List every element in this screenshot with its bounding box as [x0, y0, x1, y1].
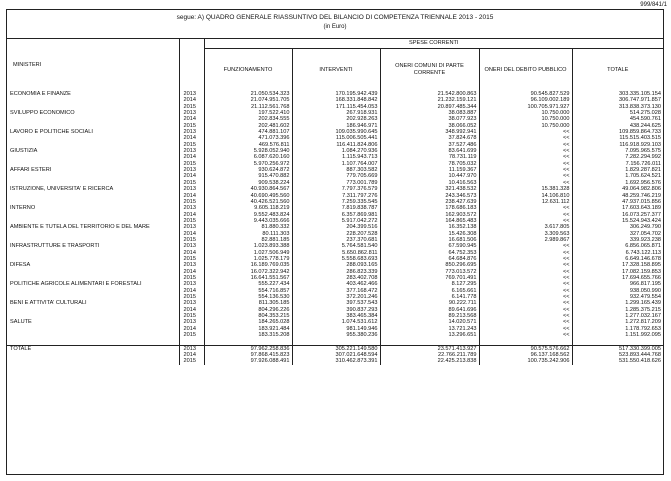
oneri-comuni-cell: 37.527.486	[380, 142, 479, 148]
funzionamento-cell: 184.265.028	[204, 319, 292, 325]
year-cell: 2014	[179, 288, 204, 294]
interventi-cell: 377.168.472	[292, 288, 380, 294]
year-cell: 2013	[179, 319, 204, 325]
oneri-comuni-cell: 6.141.778	[380, 294, 479, 300]
oneri-comuni-cell: 22.425.213.838	[380, 358, 479, 364]
oneri-comuni-cell: 10.447.970	[380, 173, 479, 179]
year-cell: 2014	[179, 154, 204, 160]
oneri-comuni-cell: 89.213.568	[380, 313, 479, 319]
oneri-debito-cell: <<	[479, 294, 572, 300]
funzionamento-cell: 9.552.483.824	[204, 212, 292, 218]
year-cell: 2014	[179, 269, 204, 275]
funzionamento-cell: 554.136.530	[204, 294, 292, 300]
funzionamento-header: FUNZIONAMENTO	[204, 49, 292, 92]
oneri-debito-cell: 15.381.328	[479, 186, 572, 192]
totale-cell: 16.073.257.377	[572, 212, 663, 218]
year-cell: 2015	[179, 180, 204, 186]
summary-table	[7, 38, 663, 365]
interventi-cell: 7.259.335.545	[292, 199, 380, 205]
totale-cell: 327.054.702	[572, 231, 663, 237]
spacer-cell	[179, 338, 204, 345]
oneri-comuni-cell: 23.571.413.927	[380, 345, 479, 352]
oneri-comuni-cell: 64.752.353	[380, 250, 479, 256]
oneri-comuni-cell: 850.296.695	[380, 262, 479, 268]
ministry-name: LAVORO E POLITICHE SOCIALI	[10, 129, 93, 136]
funzionamento-cell: 471.073.396	[204, 135, 292, 141]
oneri-comuni-cell: 8.127.295	[380, 281, 479, 287]
totale-cell: 1.178.792.653	[572, 326, 663, 332]
interventi-cell: 372.201.246	[292, 294, 380, 300]
oneri-debito-cell: <<	[479, 243, 572, 249]
spacer-row	[7, 338, 663, 345]
ministry-name: TOTALE	[7, 345, 179, 365]
interventi-cell: 310.462.873.391	[292, 358, 380, 364]
interventi-cell: 7.797.376.579	[292, 186, 380, 192]
year-cell: 2015	[179, 275, 204, 281]
oneri-debito-cell: 10.750.000	[479, 110, 572, 116]
oneri-debito-cell: <<	[479, 167, 572, 173]
oneri-comuni-cell: 89.641.696	[380, 307, 479, 313]
totale-cell: 1.692.956.576	[572, 180, 663, 186]
funzionamento-cell: 183.921.484	[204, 326, 292, 332]
oneri-debito-cell: 14.106.810	[479, 193, 572, 199]
year-cell: 2015	[179, 237, 204, 243]
oneri-debito-cell: <<	[479, 180, 572, 186]
spacer-cell	[572, 338, 663, 345]
interventi-cell: 170.195.942.439	[292, 91, 380, 97]
oneri-comuni-cell: 38.083.887	[380, 110, 479, 116]
totale-cell: 17.082.159.853	[572, 269, 663, 275]
oneri-comuni-cell: 11.159.367	[380, 167, 479, 173]
funzionamento-cell: 915.470.882	[204, 173, 292, 179]
funzionamento-cell: 555.227.434	[204, 281, 292, 287]
ministry-name: AFFARI ESTERI	[10, 167, 52, 174]
oneri-debito-cell: <<	[479, 313, 572, 319]
ministry-name: SVILUPPO ECONOMICO	[10, 110, 75, 117]
year-cell: 2015	[179, 256, 204, 262]
totale-cell: 523.893.444.768	[572, 352, 663, 358]
oneri-comuni-cell: 16.352.138	[380, 224, 479, 230]
oneri-comuni-cell: 164.865.483	[380, 218, 479, 224]
year-header-blank	[179, 38, 204, 91]
totale-cell: 17.694.655.766	[572, 275, 663, 281]
interventi-cell: 168.331.848.842	[292, 97, 380, 103]
oneri-comuni-cell: 37.824.678	[380, 135, 479, 141]
totale-cell: 6.743.122.113	[572, 250, 663, 256]
totale-cell: 7.095.965.575	[572, 148, 663, 154]
ministeri-header: MINISTERI	[13, 61, 42, 68]
interventi-cell: 5.650.862.811	[292, 250, 380, 256]
funzionamento-cell: 554.716.857	[204, 288, 292, 294]
interventi-cell: 5.558.683.693	[292, 256, 380, 262]
oneri-comuni-cell: 22.766.211.789	[380, 352, 479, 358]
ministry-name: SALUTE	[10, 319, 32, 326]
ministry-name: POLITICHE AGRICOLE ALIMENTARI E FORESTALI	[10, 281, 142, 288]
funzionamento-cell: 1.023.893.388	[204, 243, 292, 249]
totale-cell: 15.524.943.424	[572, 218, 663, 224]
funzionamento-cell: 5.928.052.940	[204, 148, 292, 154]
oneri-comuni-cell: 243.346.573	[380, 193, 479, 199]
oneri-debito-cell: <<	[479, 326, 572, 332]
oneri-comuni-cell: 13.721.243	[380, 326, 479, 332]
funzionamento-cell: 16.072.322.942	[204, 269, 292, 275]
funzionamento-cell: 804.296.226	[204, 307, 292, 313]
interventi-cell: 7.311.797.276	[292, 193, 380, 199]
interventi-cell: 171.115.454.053	[292, 104, 380, 110]
oneri-debito-cell: 100.705.971.927	[479, 104, 572, 110]
funzionamento-cell: 5.970.256.972	[204, 161, 292, 167]
interventi-cell: 267.918.931	[292, 110, 380, 116]
oneri-comuni-cell: 90.222.711	[380, 300, 479, 306]
oneri-comuni-cell: 78.731.119	[380, 154, 479, 160]
totale-cell: 932.479.554	[572, 294, 663, 300]
totale-cell: 531.550.418.626	[572, 358, 663, 364]
year-cell: 2013	[179, 129, 204, 135]
funzionamento-cell: 40.426.521.560	[204, 199, 292, 205]
year-cell: 2013	[179, 281, 204, 287]
oneri-debito-cell: <<	[479, 307, 572, 313]
funzionamento-cell: 930.624.872	[204, 167, 292, 173]
totale-cell: 115.515.403.515	[572, 135, 663, 141]
interventi-cell: 779.705.669	[292, 173, 380, 179]
year-cell: 2013	[179, 243, 204, 249]
interventi-cell: 955.380.236	[292, 332, 380, 338]
ministry-name: GIUSTIZIA	[10, 148, 38, 155]
oneri-debito-cell: 2.989.867	[479, 237, 572, 243]
page-code: 999/841/1	[640, 2, 667, 8]
totale-cell: 306.747.971.857	[572, 97, 663, 103]
interventi-cell: 6.357.869.981	[292, 212, 380, 218]
totale-cell: 438.244.625	[572, 123, 663, 129]
totale-cell: 1.829.287.821	[572, 167, 663, 173]
interventi-cell: 286.823.339	[292, 269, 380, 275]
year-cell: 2013	[179, 205, 204, 211]
oneri-debito-cell: 100.735.242.906	[479, 358, 572, 364]
totale-cell: 116.918.929.103	[572, 142, 663, 148]
oneri-comuni-cell: 83.641.699	[380, 148, 479, 154]
interventi-cell: 1.084.270.936	[292, 148, 380, 154]
totale-cell: 1.705.624.521	[572, 173, 663, 179]
oneri-debito-cell: 10.750.000	[479, 123, 572, 129]
interventi-cell: 773.001.789	[292, 180, 380, 186]
oneri-comuni-cell: 769.701.491	[380, 275, 479, 281]
oneri-comuni-cell: 321.438.532	[380, 186, 479, 192]
interventi-cell: 228.207.528	[292, 231, 380, 237]
oneri-debito-cell: <<	[479, 142, 572, 148]
year-cell: 2014	[179, 231, 204, 237]
totale-cell: 1.285.375.215	[572, 307, 663, 313]
totale-cell: 514.275.028	[572, 110, 663, 116]
totale-cell: 17.603.643.189	[572, 205, 663, 211]
oneri-debito-header: ONERI DEL DEBITO PUBBLICO	[479, 49, 572, 92]
year-cell: 2014	[179, 97, 204, 103]
year-cell: 2014	[179, 250, 204, 256]
interventi-cell: 237.370.681	[292, 237, 380, 243]
report-header	[7, 10, 663, 39]
totale-cell: 938.050.990	[572, 288, 663, 294]
totale-cell: 49.064.982.806	[572, 186, 663, 192]
oneri-debito-cell: 12.631.112	[479, 199, 572, 205]
funzionamento-cell: 9.605.118.219	[204, 205, 292, 211]
year-cell: 2015	[179, 142, 204, 148]
year-cell: 2015	[179, 104, 204, 110]
interventi-cell: 115.006.505.441	[292, 135, 380, 141]
year-cell: 2013	[179, 186, 204, 192]
year-cell: 2014	[179, 326, 204, 332]
oneri-debito-cell: <<	[479, 256, 572, 262]
oneri-comuni-cell: 10.416.563	[380, 180, 479, 186]
interventi-cell: 7.819.838.787	[292, 205, 380, 211]
oneri-comuni-header: ONERI COMUNI DI PARTE CORRENTE	[380, 49, 479, 92]
oneri-comuni-cell: 21.232.159.121	[380, 97, 479, 103]
funzionamento-cell: 469.576.811	[204, 142, 292, 148]
totale-cell: 1.272.817.209	[572, 319, 663, 325]
year-cell: 2014	[179, 173, 204, 179]
ministry-name: ISTRUZIONE, UNIVERSITA' E RICERCA	[10, 186, 114, 193]
funzionamento-cell: 21.112.561.768	[204, 104, 292, 110]
spacer-cell	[380, 338, 479, 345]
oneri-debito-cell: 90.575.576.662	[479, 345, 572, 352]
totale-cell: 339.923.238	[572, 237, 663, 243]
totale-cell: 48.259.746.219	[572, 193, 663, 199]
interventi-cell: 305.221.149.580	[292, 345, 380, 352]
year-cell: 2015	[179, 313, 204, 319]
interventi-cell: 887.303.582	[292, 167, 380, 173]
funzionamento-cell: 6.087.620.160	[204, 154, 292, 160]
interventi-cell: 204.399.516	[292, 224, 380, 230]
funzionamento-cell: 81.880.332	[204, 224, 292, 230]
year-cell: 2014	[179, 193, 204, 199]
totale-cell: 517.330.399.005	[572, 345, 663, 352]
oneri-debito-cell: <<	[479, 173, 572, 179]
totale-cell: 6.649.146.678	[572, 256, 663, 262]
oneri-comuni-cell: 21.542.800.863	[380, 91, 479, 97]
funzionamento-cell: 1.027.506.949	[204, 250, 292, 256]
table-row	[7, 345, 663, 352]
oneri-debito-cell: 96.109.002.189	[479, 97, 572, 103]
year-cell: 2013	[179, 224, 204, 230]
spacer-cell	[479, 338, 572, 345]
oneri-debito-cell: <<	[479, 154, 572, 160]
totale-cell: 1.299.165.439	[572, 300, 663, 306]
totale-cell: 17.328.158.895	[572, 262, 663, 268]
oneri-comuni-cell: 38.066.052	[380, 123, 479, 129]
year-cell: 2015	[179, 294, 204, 300]
funzionamento-cell: 97.962.258.836	[204, 345, 292, 352]
oneri-debito-cell: <<	[479, 275, 572, 281]
oneri-comuni-cell: 38.077.923	[380, 116, 479, 122]
oneri-debito-cell: <<	[479, 319, 572, 325]
year-cell: 2015	[179, 199, 204, 205]
oneri-debito-cell: <<	[479, 269, 572, 275]
interventi-cell: 403.462.466	[292, 281, 380, 287]
oneri-debito-cell: <<	[479, 332, 572, 338]
totale-cell: 1.277.032.167	[572, 313, 663, 319]
spese-correnti-header: SPESE CORRENTI	[204, 38, 663, 49]
oneri-debito-cell: 10.750.000	[479, 116, 572, 122]
spacer-cell	[292, 338, 380, 345]
funzionamento-cell: 97.868.415.823	[204, 352, 292, 358]
year-cell: 2013	[179, 167, 204, 173]
interventi-cell: 5.764.581.540	[292, 243, 380, 249]
interventi-header: INTERVENTI	[292, 49, 380, 92]
oneri-debito-cell: <<	[479, 205, 572, 211]
funzionamento-cell: 474.881.107	[204, 129, 292, 135]
oneri-debito-cell: 3.617.805	[479, 224, 572, 230]
interventi-cell: 283.402.708	[292, 275, 380, 281]
report-title: segue: A) QUADRO GENERALE RIASSUNTIVO DEL BILANCIO DI COMPETENZA TRIENNALE 2013 - 2015	[176, 14, 494, 21]
interventi-cell: 383.465.384	[292, 313, 380, 319]
oneri-comuni-cell: 162.903.572	[380, 212, 479, 218]
oneri-debito-cell: <<	[479, 281, 572, 287]
funzionamento-cell: 82.881.185	[204, 237, 292, 243]
year-cell: 2015	[179, 358, 204, 364]
funzionamento-cell: 16.641.551.567	[204, 275, 292, 281]
totale-cell: 303.335.105.154	[572, 91, 663, 97]
funzionamento-cell: 9.443.035.666	[204, 218, 292, 224]
funzionamento-cell: 811.305.185	[204, 300, 292, 306]
ministry-name: ECONOMIA E FINANZE	[10, 91, 71, 97]
ministry-name: INTERNO	[10, 205, 36, 212]
oneri-debito-cell: <<	[479, 288, 572, 294]
year-cell: 2015	[179, 218, 204, 224]
funzionamento-cell: 909.538.224	[204, 180, 292, 186]
funzionamento-cell: 97.926.088.491	[204, 358, 292, 364]
oneri-comuni-cell: 64.684.876	[380, 256, 479, 262]
funzionamento-cell: 40.690.495.560	[204, 193, 292, 199]
oneri-comuni-cell: 773.013.572	[380, 269, 479, 275]
year-cell: 2013	[179, 345, 204, 352]
interventi-cell: 390.837.293	[292, 307, 380, 313]
oneri-debito-cell: <<	[479, 300, 572, 306]
year-cell: 2013	[179, 110, 204, 116]
year-cell: 2014	[179, 116, 204, 122]
funzionamento-cell: 40.930.864.567	[204, 186, 292, 192]
funzionamento-cell: 21.050.534.323	[204, 91, 292, 97]
oneri-comuni-cell: 348.992.941	[380, 129, 479, 135]
interventi-cell: 1.115.943.713	[292, 154, 380, 160]
oneri-debito-cell: <<	[479, 212, 572, 218]
totale-cell: 313.838.373.130	[572, 104, 663, 110]
funzionamento-cell: 1.025.778.179	[204, 256, 292, 262]
oneri-debito-cell: <<	[479, 129, 572, 135]
funzionamento-cell: 202.834.555	[204, 116, 292, 122]
funzionamento-cell: 80.111.303	[204, 231, 292, 237]
interventi-cell: 981.149.946	[292, 326, 380, 332]
interventi-cell: 109.035.990.645	[292, 129, 380, 135]
totale-cell: 6.856.065.871	[572, 243, 663, 249]
oneri-debito-cell: 90.545.827.529	[479, 91, 572, 97]
oneri-comuni-cell: 20.897.485.344	[380, 104, 479, 110]
funzionamento-cell: 183.315.208	[204, 332, 292, 338]
oneri-debito-cell: <<	[479, 218, 572, 224]
oneri-comuni-cell: 14.020.571	[380, 319, 479, 325]
table-body	[7, 91, 663, 365]
year-cell: 2013	[179, 300, 204, 306]
totale-cell: 306.249.790	[572, 224, 663, 230]
spacer-cell	[7, 338, 179, 345]
totale-cell: 47.937.015.856	[572, 199, 663, 205]
funzionamento-cell: 21.074.951.705	[204, 97, 292, 103]
oneri-comuni-cell: 13.296.651	[380, 332, 479, 338]
oneri-comuni-cell: 78.705.032	[380, 161, 479, 167]
totale-cell: 7.156.726.011	[572, 161, 663, 167]
oneri-debito-cell: <<	[479, 250, 572, 256]
ministry-name: BENI E ATTIVITA' CULTURALI	[10, 300, 87, 307]
oneri-comuni-cell: 15.426.308	[380, 231, 479, 237]
year-cell: 2015	[179, 161, 204, 167]
ministry-name: INFRASTRUTTURE E TRASPORTI	[10, 243, 100, 250]
funzionamento-cell: 804.353.215	[204, 313, 292, 319]
interventi-cell: 186.946.971	[292, 123, 380, 129]
oneri-debito-cell: 3.309.563	[479, 231, 572, 237]
year-cell: 2013	[179, 262, 204, 268]
totale-cell: 454.590.761	[572, 116, 663, 122]
oneri-debito-cell: <<	[479, 135, 572, 141]
report-unit: (in Euro)	[323, 24, 347, 30]
oneri-comuni-cell: 178.686.183	[380, 205, 479, 211]
ministry-name: AMBIENTE E TUTELA DEL TERRITORIO E DEL MARE	[10, 224, 150, 231]
oneri-comuni-cell: 16.681.506	[380, 237, 479, 243]
report-frame	[6, 9, 664, 475]
year-cell: 2014	[179, 135, 204, 141]
oneri-debito-cell: 96.137.168.562	[479, 352, 572, 358]
interventi-cell: 5.917.042.272	[292, 218, 380, 224]
funzionamento-cell: 202.481.602	[204, 123, 292, 129]
totale-cell: 109.859.864.733	[572, 129, 663, 135]
year-cell: 2013	[179, 91, 204, 97]
totale-cell: 966.817.195	[572, 281, 663, 287]
totale-cell: 7.282.294.992	[572, 154, 663, 160]
interventi-cell: 1.074.531.612	[292, 319, 380, 325]
year-cell: 2013	[179, 148, 204, 154]
oneri-debito-cell: <<	[479, 148, 572, 154]
funzionamento-cell: 16.189.769.035	[204, 262, 292, 268]
oneri-debito-cell: <<	[479, 262, 572, 268]
interventi-cell: 1.107.764.007	[292, 161, 380, 167]
year-cell: 2015	[179, 332, 204, 338]
ministry-name: DIFESA	[10, 262, 31, 269]
oneri-debito-cell: <<	[479, 161, 572, 167]
interventi-cell: 307.021.648.594	[292, 352, 380, 358]
interventi-cell: 288.093.165	[292, 262, 380, 268]
interventi-cell: 397.537.543	[292, 300, 380, 306]
interventi-cell: 202.928.263	[292, 116, 380, 122]
oneri-comuni-cell: 238.427.639	[380, 199, 479, 205]
totale-cell: 1.151.992.095	[572, 332, 663, 338]
year-cell: 2014	[179, 352, 204, 358]
year-cell: 2014	[179, 212, 204, 218]
totale-header: TOTALE	[572, 49, 663, 92]
spacer-cell	[204, 338, 292, 345]
oneri-comuni-cell: 67.590.945	[380, 243, 479, 249]
year-cell: 2014	[179, 307, 204, 313]
funzionamento-cell: 197.522.410	[204, 110, 292, 116]
year-cell: 2015	[179, 123, 204, 129]
interventi-cell: 116.411.824.806	[292, 142, 380, 148]
oneri-comuni-cell: 6.165.661	[380, 288, 479, 294]
